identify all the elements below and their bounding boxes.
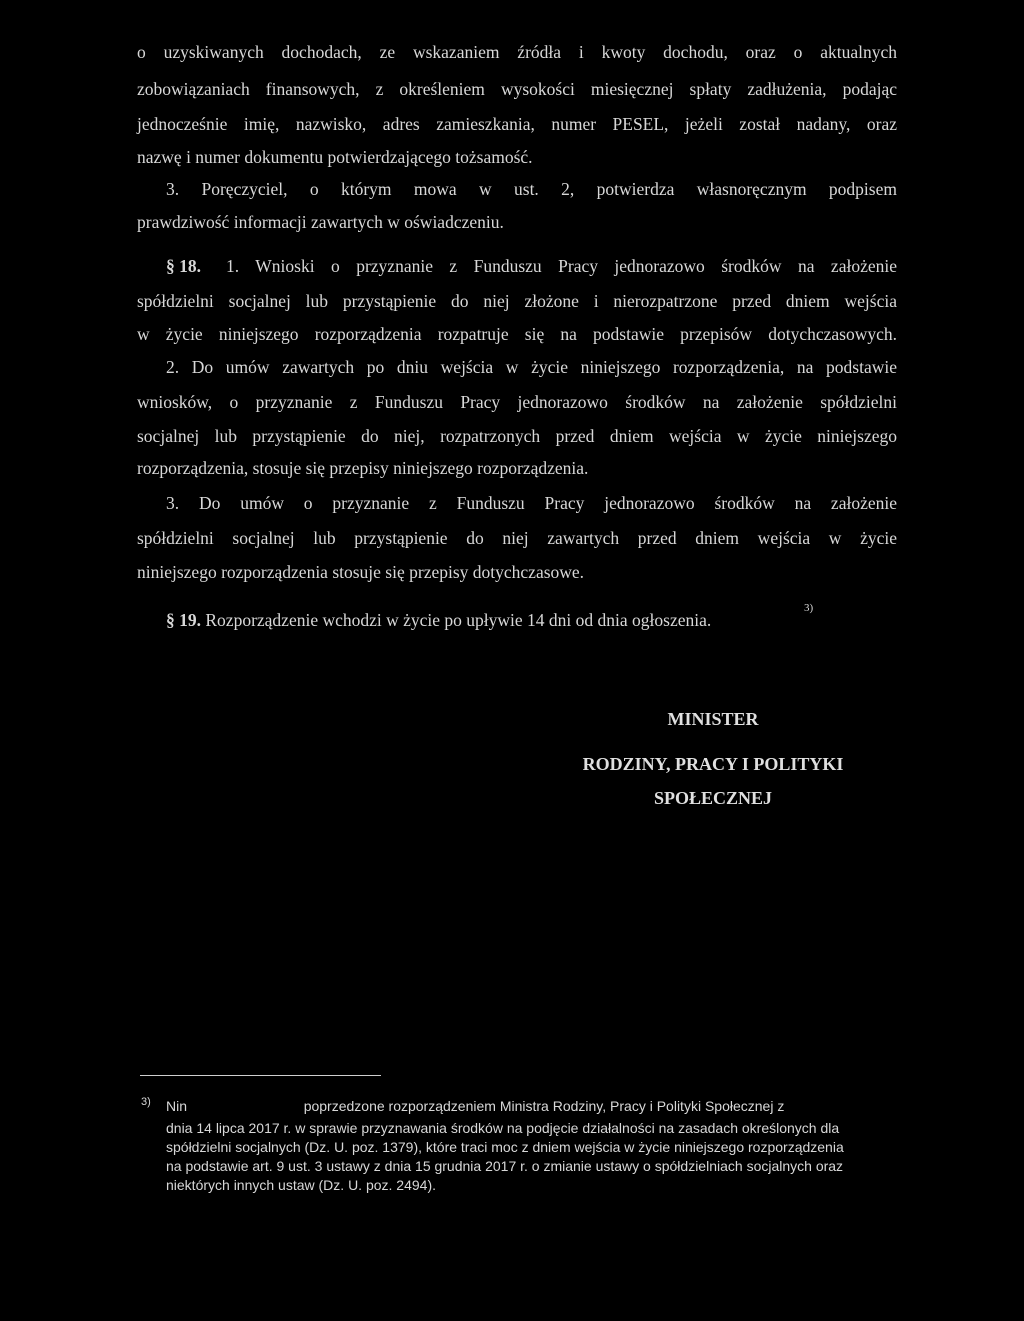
- text-line: zobowiązaniach finansowych, z określeniem wysokości miesięcznej spłaty zadłużenia, podając: [137, 79, 897, 99]
- text-line: 3. Poręczyciel, o którym mowa w ust. 2, potwierdza własnoręcznym podpisem: [166, 179, 897, 199]
- footnote-line: spółdzielni socjalnych (Dz. U. poz. 1379), które traci moc z dniem wejścia w życie niniejszego rozporządzenia: [166, 1139, 844, 1155]
- text-line: o uzyskiwanych dochodach, ze wskazaniem źródła i kwoty dochodu, oraz o aktualnych: [137, 42, 897, 62]
- text-line: spółdzielni socjalnej lub przystąpienie do niej złożone i nierozpatrzone przed dniem wejścia: [137, 291, 897, 311]
- signature-title: MINISTER: [667, 709, 759, 729]
- footnote-mark: 3): [141, 1096, 151, 1108]
- footnote-separator: [140, 1075, 381, 1076]
- text-line: prawdziwość informacji zawartych w oświadczeniu.: [137, 212, 504, 232]
- text-line: w życie niniejszego rozporządzenia rozpatruje się na podstawie przepisów dotychczasowych.: [137, 324, 897, 344]
- text-line: 2. Do umów zawartych po dniu wejścia w życie niniejszego rozporządzenia, na podstawie: [166, 357, 897, 377]
- footnote-line: niektórych innych ustaw (Dz. U. poz. 2494).: [166, 1177, 437, 1193]
- text-line: jednocześnie imię, nazwisko, adres zamieszkania, numer PESEL, jeżeli został nadany, oraz: [137, 114, 897, 134]
- section-number: § 19.: [166, 610, 201, 630]
- text-line: spółdzielni socjalnej lub przystąpienie do niej zawartych przed dniem wejścia w życie: [137, 528, 897, 548]
- text-line: 1. Wnioski o przyznanie z Funduszu Pracy jednorazowo środków na założenie: [226, 256, 897, 276]
- text-line: 3. Do umów o przyznanie z Funduszu Pracy jednorazowo środków na założenie: [166, 493, 897, 513]
- section-18-number: [166, 255, 201, 277]
- section-number: § 18.: [166, 256, 201, 276]
- section-19: [166, 609, 711, 631]
- signature-ministry-line1: RODZINY, PRACY I POLITYKI: [582, 754, 844, 774]
- footnote-reference: 3): [804, 602, 814, 614]
- text-line: wniosków, o przyznanie z Funduszu Pracy jednorazowo środków na założenie spółdzielni: [137, 392, 897, 412]
- text-line: nazwę i numer dokumentu potwierdzającego tożsamość.: [137, 147, 533, 167]
- footnote-line: na podstawie art. 9 ust. 3 ustawy z dnia 15 grudnia 2017 r. o zmianie ustawy o spółdzielniach socjalnych oraz: [166, 1158, 844, 1174]
- section-19-text: Rozporządzenie wchodzi w życie po upływie 14 dni od dnia ogłoszenia.: [205, 610, 712, 630]
- text-line: socjalnej lub przystąpienie do niej, rozpatrzonych przed dniem wejścia w życie niniejszego: [137, 426, 897, 446]
- text-line: niniejszego rozporządzenia stosuje się przepisy dotychczasowe.: [137, 562, 585, 582]
- footnote-line: dnia 14 lipca 2017 r. w sprawie przyznawania środków na podjęcie działalności na zasadach określonych dla: [166, 1120, 840, 1136]
- text-line: rozporządzenia, stosuje się przepisy niniejszego rozporządzenia.: [137, 458, 589, 478]
- footnote-line: Nin poprzedzone rozporządzeniem Ministra Rodziny, Pracy i Polityki Społecznej z: [166, 1098, 785, 1114]
- signature-ministry-line2: SPOŁECZNEJ: [653, 788, 773, 808]
